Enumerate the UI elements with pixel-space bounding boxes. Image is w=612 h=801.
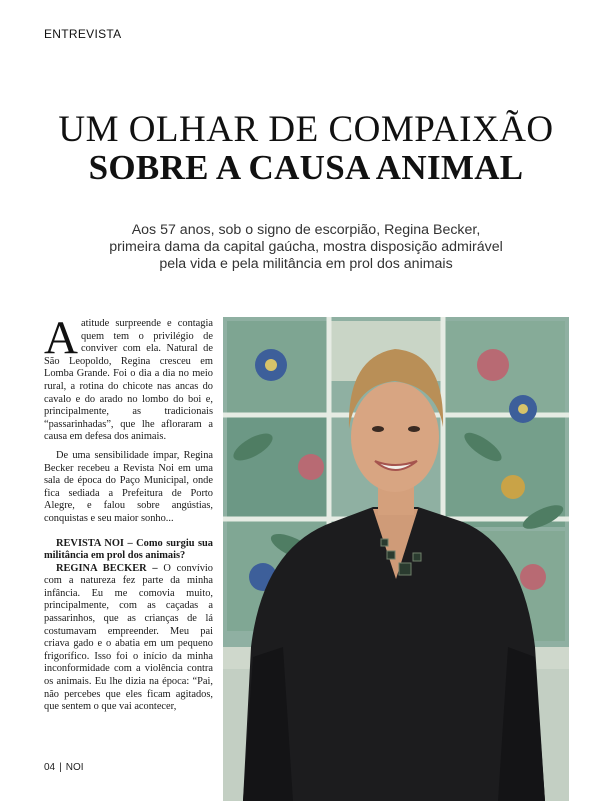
interview-question: REVISTA NOI – Como surgiu sua militância em prol dos animais?: [44, 537, 213, 562]
subtitle: [70, 222, 542, 273]
intro-paragraph: [44, 312, 213, 444]
section-label: ENTREVISTA: [44, 27, 122, 41]
footer-separator: |: [59, 762, 62, 773]
intro-text: atitude surpreende e contagia quem tem o privilégio de conviver com ela. Natural de São Leopoldo, Regina cresceu em Lomba Grande. Foi o dia a dia no meio rural, a rotina do chicote nas ancas do cavalo e do arado no lombo do boi e, principalmente, as tradicionais “passarinhadas”, que lhe afloraram a causa em defesa dos animais.: [44, 318, 213, 443]
magazine-name: NOI: [65, 762, 84, 773]
second-paragraph: De uma sensibilidade ímpar, Regina Becker recebeu a Revista Noi em uma sala de época do Paço Municipal, onde fica sediada a Prefeitura de Porto Alegre, e falou sobre angústias, conquistas e seu maior sonho...: [44, 449, 213, 524]
subtitle-line: Aos 57 anos, sob o signo de escorpião, Regina Becker,: [131, 222, 481, 238]
headline-line-2: SOBRE A CAUSA ANIMAL: [88, 148, 524, 187]
page-footer: [44, 762, 84, 773]
subtitle-line: primeira dama da capital gaúcha, mostra disposição admirável: [109, 239, 503, 255]
answer-speaker: REGINA BECKER –: [56, 562, 158, 574]
drop-cap: A: [44, 312, 78, 364]
subtitle-line: pela vida e pela militância em prol dos animais: [159, 256, 453, 272]
portrait-illustration: [223, 317, 569, 801]
headline-line-1: UM OLHAR DE COMPAIXÃO: [58, 109, 554, 150]
answer-text: O convívio com a natureza fez parte da minha infância. Eu me comovia muito, principalmente, com as caçadas a passarinhos, que as crianças de lá costumavam empreender. Meu pai criava gado e o abatia em um pequeno frigorífico. Isso foi o início da minha inconformidade com a violência contra os animais. Eu lhe dizia na época: “Pai, não percebes que eles ficam agitados, que sentem o que vai acontecer,: [44, 562, 214, 713]
interview-answer: [44, 563, 213, 714]
page-number: 04: [44, 762, 56, 773]
portrait-photo: [223, 317, 569, 801]
article-body: [44, 312, 214, 714]
